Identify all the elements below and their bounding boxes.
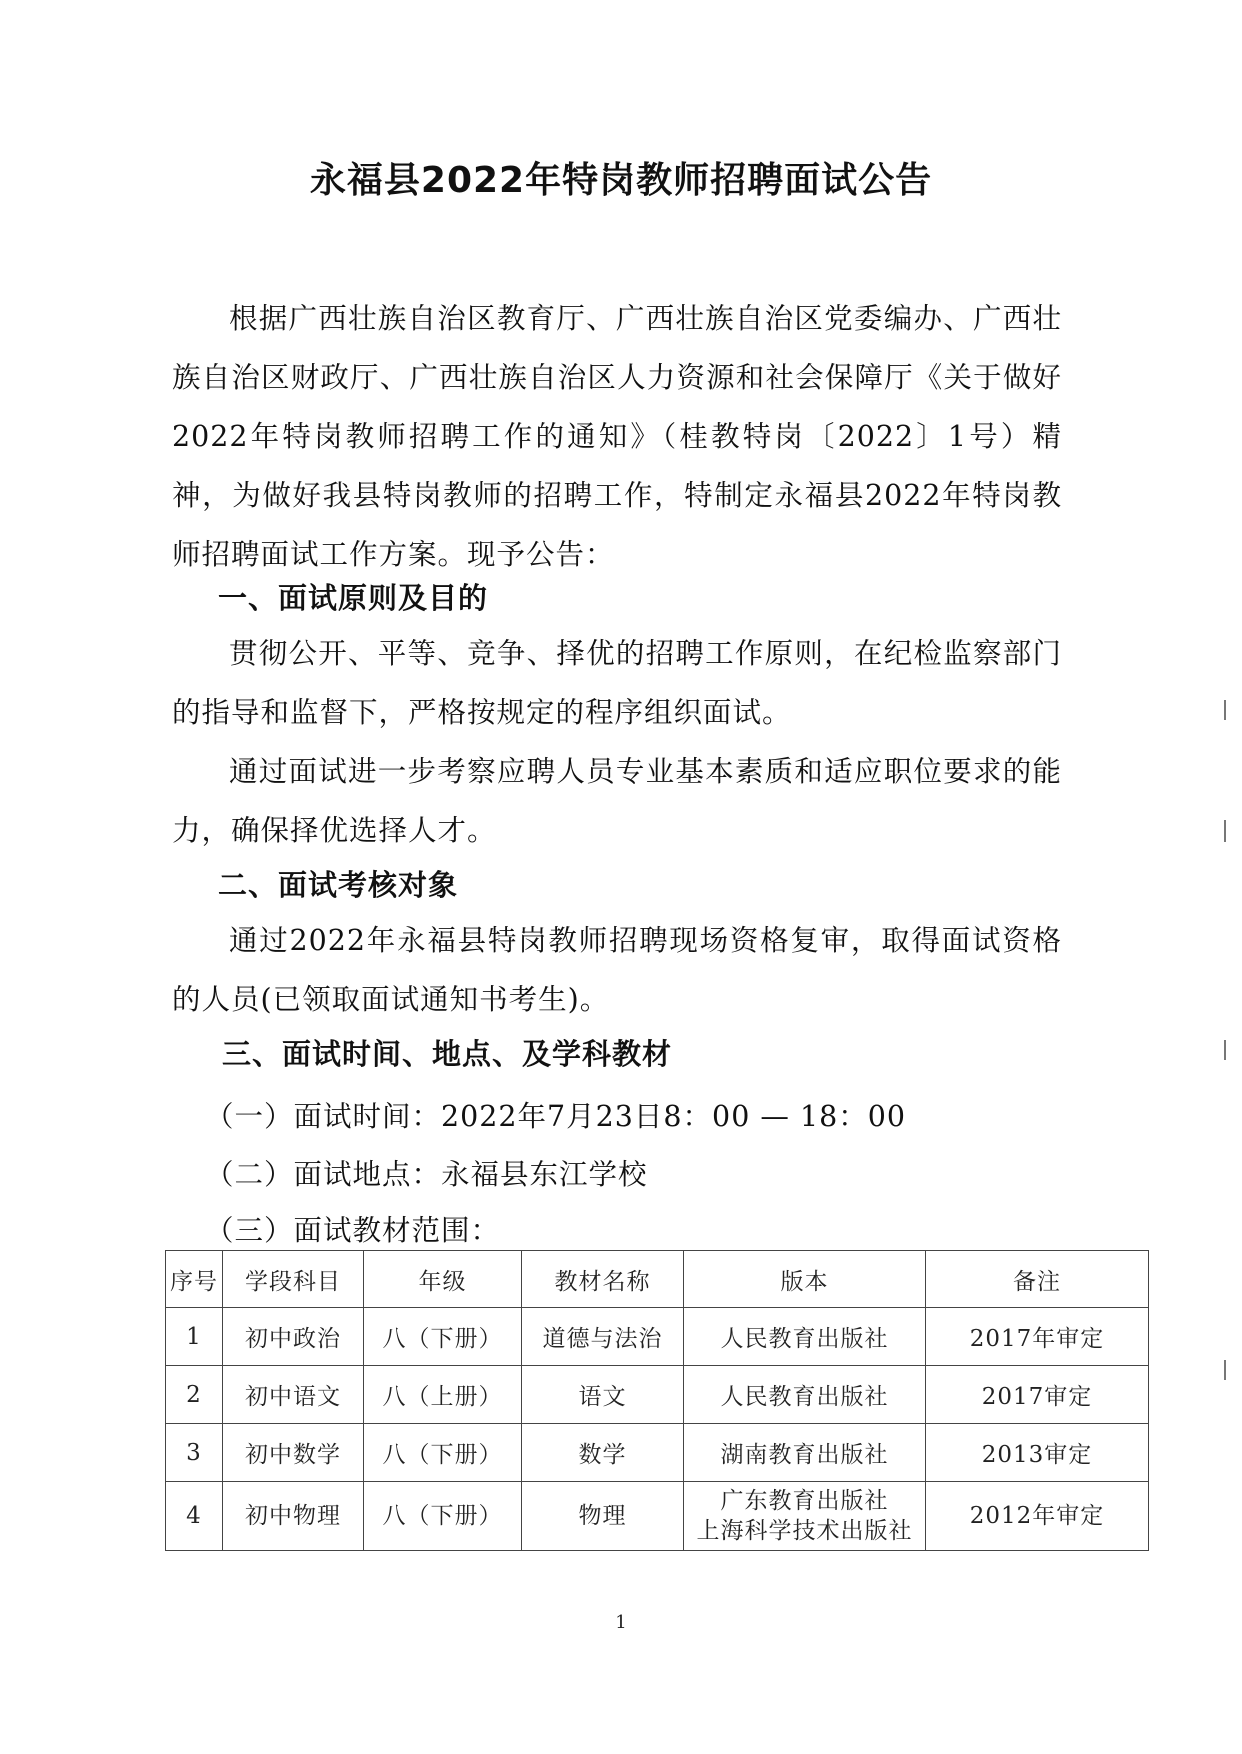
header-remark: 备注 [926,1251,1149,1308]
interview-location: （二）面试地点：永福县东江学校 [205,1158,648,1191]
cell-subject: 初中物理 [223,1482,364,1551]
cell-remark: 2017审定 [926,1366,1149,1424]
cell-edition [684,1482,926,1551]
materials-table [165,1250,1149,1551]
scan-artifact [1224,1040,1226,1060]
scan-artifact [1224,700,1226,720]
header-subject: 学段科目 [223,1251,364,1308]
cell-edition: 人民教育出版社 [684,1366,926,1424]
cell-remark: 2012年审定 [926,1482,1149,1551]
scan-artifact [1224,1360,1226,1380]
cell-grade: 八（下册） [364,1308,522,1366]
cell-remark: 2017年审定 [926,1308,1149,1366]
cell-grade: 八（上册） [364,1366,522,1424]
cell-grade: 八（下册） [364,1424,522,1482]
header-edition: 版本 [684,1251,926,1308]
cell-textbook: 道德与法治 [522,1308,684,1366]
cell-index: 2 [166,1366,223,1424]
header-index: 序号 [166,1251,223,1308]
intro-paragraph: 根据广西壮族自治区教育厅、广西壮族自治区党委编办、广西壮族自治区财政厅、广西壮族自治区人力资源和社会保障厅《关于做好2022年特岗教师招聘工作的通知》（桂教特岗〔2022〕1号）精神，为做好我县特岗教师的招聘工作，特制定永福县2022年特岗教师招聘面试工作方案。现予公告： [172,302,1062,571]
page-number: 1 [615,1612,627,1633]
cell-index: 1 [166,1308,223,1366]
document-title: 永福县2022年特岗教师招聘面试公告 [309,160,933,201]
section-1-paragraph-2: 通过面试进一步考察应聘人员专业基本素质和适应职位要求的能力，确保择优选择人才。 [172,755,1062,847]
cell-index: 3 [166,1424,223,1482]
cell-textbook: 物理 [522,1482,684,1551]
cell-edition-line-2: 上海科学技术出版社 [696,1518,913,1544]
cell-textbook: 语文 [522,1366,684,1424]
section-1-paragraph-1: 贯彻公开、平等、竞争、择优的招聘工作原则，在纪检监察部门的指导和监督下，严格按规定的程序组织面试。 [172,637,1062,729]
section-2-paragraph-1: 通过2022年永福县特岗教师招聘现场资格复审，取得面试资格的人员(已领取面试通知书考生)。 [172,924,1062,1016]
section-heading-2: 二、面试考核对象 [218,868,459,902]
section-heading-3: 三、面试时间、地点、及学科教材 [222,1037,673,1071]
cell-remark: 2013审定 [926,1424,1149,1482]
cell-subject: 初中数学 [223,1424,364,1482]
scan-artifact [1224,820,1226,842]
interview-time: （一）面试时间：2022年7月23日8：00 — 18：00 [205,1100,906,1133]
section-heading-1: 一、面试原则及目的 [218,581,489,615]
table-row [166,1482,1149,1551]
table-row [166,1308,1149,1366]
table-header-row [166,1251,1149,1308]
table-row [166,1424,1149,1482]
cell-index: 4 [166,1482,223,1551]
table-row [166,1366,1149,1424]
cell-subject: 初中政治 [223,1308,364,1366]
cell-edition: 人民教育出版社 [684,1308,926,1366]
cell-textbook: 数学 [522,1424,684,1482]
header-grade: 年级 [364,1251,522,1308]
cell-edition-line-1: 广东教育出版社 [720,1488,889,1514]
cell-subject: 初中语文 [223,1366,364,1424]
header-textbook: 教材名称 [522,1251,684,1308]
cell-edition: 湖南教育出版社 [684,1424,926,1482]
cell-grade: 八（下册） [364,1482,522,1551]
interview-material-scope: （三）面试教材范围： [205,1214,501,1247]
